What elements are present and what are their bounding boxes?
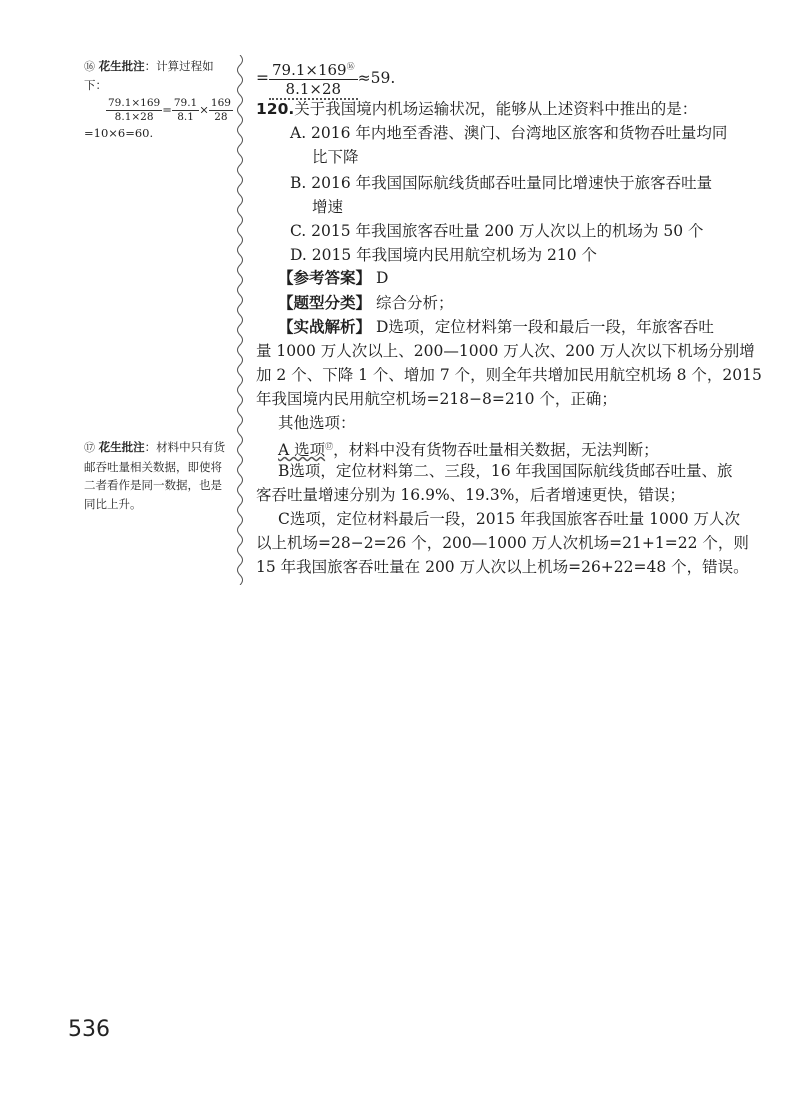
fraction: $\frac{79.1}{8.1}$ (173, 97, 198, 123)
option-c-analysis-cont: 15 年我国旅客吞吐量在 200 万人次以上机场=26+22=48 个，错误。 (256, 558, 749, 576)
option-b-analysis: B选项，定位材料第二、三段，16 年我国国际航线货邮吞吐量、旅 (278, 462, 733, 480)
option-d: D. 2015 年我国境内民用航空机场为 210 个 (290, 246, 598, 264)
note-result: =10×6=60. (84, 126, 154, 140)
note-marker: ⑯ (84, 60, 95, 73)
analysis-line: 【实战解析】 D选项，定位材料第一段和最后一段，年旅客吞吐 (278, 318, 714, 336)
formula-line: = $\frac{79.1\times 169^⑯}{8.1\times 28}$ ≈59. (256, 58, 395, 100)
note-line: 二者看作是同一数据，也是 (84, 478, 222, 492)
option-c-analysis: C选项，定位材料最后一段，2015 年我国旅客吞吐量 1000 万人次 (278, 510, 741, 528)
question-stem: 120.关于我国境内机场运输状况，能够从上述资料中推出的是： (256, 100, 698, 118)
option-c-analysis-cont: 以上机场=28−2=26 个，200—1000 万人次机场=21+1=22 个，则 (256, 534, 749, 552)
note-line: 邮吞吐量相关数据，即使将 (84, 459, 222, 474)
note-text: ：计算过程如下： (84, 59, 214, 92)
reference-answer: 【参考答案】 D (278, 269, 389, 287)
side-note-16 (84, 57, 234, 143)
option-b-analysis-cont: 客吞吐量增速分别为 16.9%、19.3%，后者增速更快，错误； (256, 486, 685, 504)
option-a-analysis: A 选项⑰，材料中没有货物吞吐量相关数据，无法判断； (278, 441, 659, 460)
option-a-cont: 比下降 (312, 148, 359, 166)
note-label: 花生批注 (98, 59, 145, 73)
fraction: $\frac{79.1\times 169}{8.1\times 28}$ (108, 97, 161, 123)
note-calc: $\frac{79.1\times 169}{8.1\times 28}$ = $\frac{79.1}{8.1}$ × $\frac{169}{28}$ (108, 97, 231, 123)
option-b: B. 2016 年我国国际航线货邮吞吐量同比增速快于旅客吞吐量 (290, 174, 713, 192)
side-note-17: ⑰ 花生批注：材料中只有货 邮吞吐量相关数据，即使将 二者看作是同一数据，也是 同比上升。 (84, 438, 236, 513)
option-b-cont: 增速 (312, 198, 344, 216)
note-marker: ⑰ (84, 441, 95, 454)
option-c: C. 2015 年我国旅客吞吐量 200 万人次以上的机场为 50 个 (290, 222, 704, 240)
fraction: $\frac{169}{28}$ (210, 97, 231, 123)
analysis-line: 加 2 个、下降 1 个、增加 7 个，则全年共增加民用航空机场 8 个，2015 (256, 366, 762, 384)
note-line: 同比上升。 (84, 496, 142, 511)
analysis-line: 量 1000 万人次以上、200—1000 万人次、200 万人次以下机场分别增 (256, 342, 755, 360)
note-label: 花生批注 (98, 440, 145, 454)
question-number: 120. (256, 100, 295, 118)
analysis-line: 年我国境内民用航空机场=218−8=210 个，正确； (256, 390, 617, 408)
other-options-heading: 其他选项： (278, 414, 356, 432)
page-number: 536 (68, 1017, 110, 1042)
question-type: 【题型分类】 综合分析； (278, 294, 454, 312)
option-a: A. 2016 年内地至香港、澳门、台湾地区旅客和货物吞吐量均同 (290, 124, 728, 142)
formula-fraction: $\frac{79.1\times 169^⑯}{8.1\times 28}$ (269, 58, 358, 100)
